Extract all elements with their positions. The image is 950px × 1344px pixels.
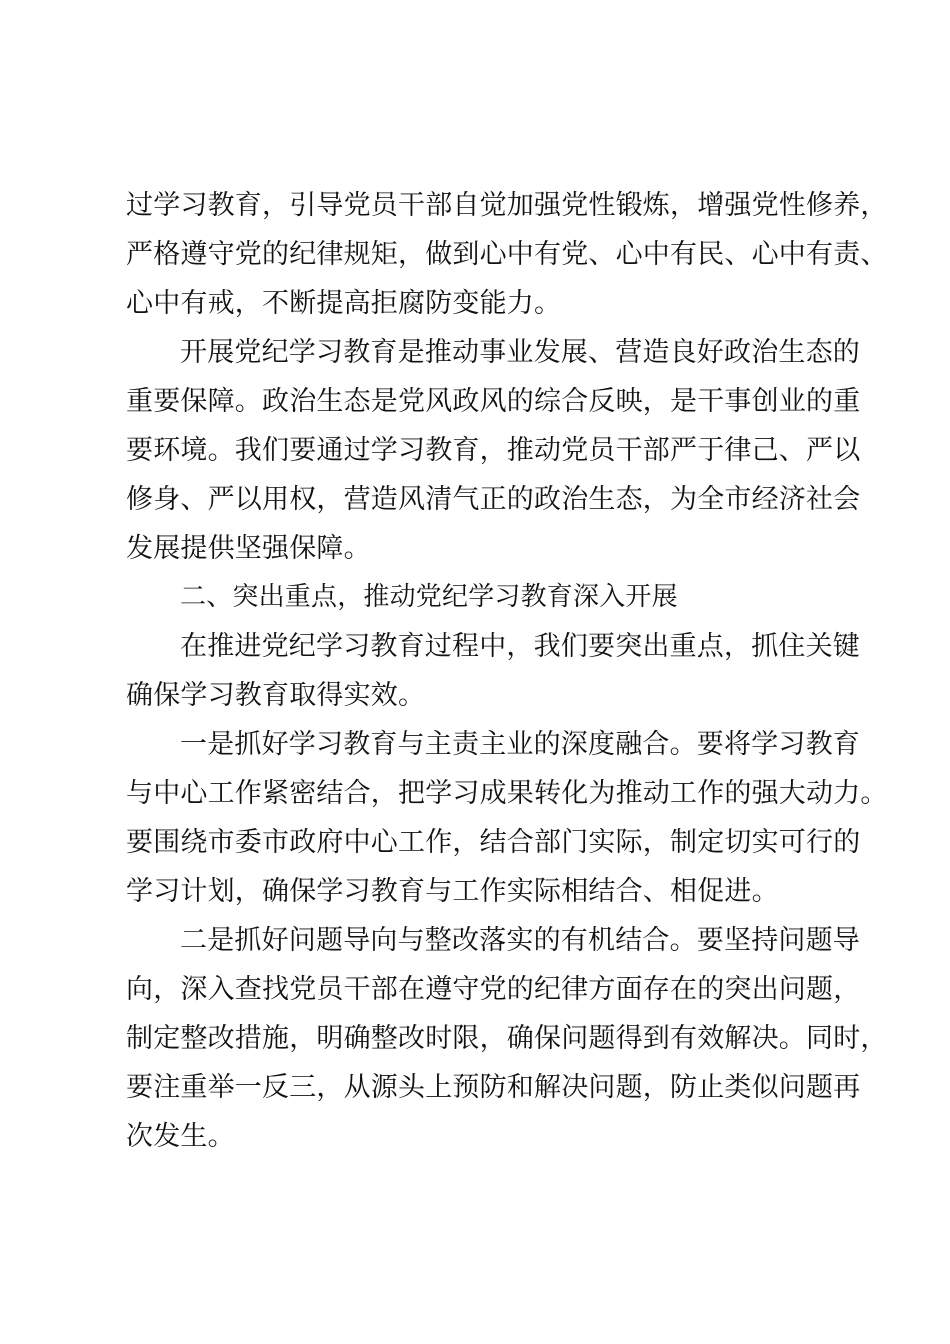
- paragraph-intro: [126, 622, 861, 720]
- text-line: 过学习教育，引导党员干部自觉加强党性锻炼，增强党性修养，: [126, 190, 888, 221]
- text-line: 心中有戒，不断提高拒腐防变能力。: [126, 288, 562, 319]
- paragraph-continuation: [126, 181, 888, 328]
- text-line: 严格遵守党的纪律规矩，做到心中有党、心中有民、心中有责、: [126, 239, 888, 270]
- text-line: 向，深入查找党员干部在遵守党的纪律方面存在的突出问题，: [126, 974, 861, 1005]
- text-line: 要注重举一反三，从源头上预防和解决问题，防止类似问题再: [126, 1072, 861, 1103]
- paragraph-point-one: [126, 720, 888, 916]
- text-line: 一是抓好学习教育与主责主业的深度融合。要将学习教育: [180, 729, 860, 760]
- text-line: 开展党纪学习教育是推动事业发展、营造良好政治生态的: [180, 337, 860, 368]
- text-line: 学习计划，确保学习教育与工作实际相结合、相促进。: [126, 876, 779, 907]
- section-heading-text: 二、突出重点，推动党纪学习教育深入开展: [180, 582, 678, 612]
- text-line: 要环境。我们要通过学习教育，推动党员干部严于律己、严以: [126, 435, 861, 466]
- text-line: 重要保障。政治生态是党风政风的综合反映，是干事创业的重: [126, 386, 861, 417]
- section-heading: [126, 573, 861, 622]
- text-line: 发展提供坚强保障。: [126, 533, 371, 564]
- paragraph-political-ecology: [126, 328, 861, 573]
- paragraph-point-two: [126, 916, 888, 1161]
- text-line: 与中心工作紧密结合，把学习成果转化为推动工作的强大动力。: [126, 778, 888, 809]
- text-line: 修身、严以用权，营造风清气正的政治生态，为全市经济社会: [126, 484, 861, 515]
- text-line: 要围绕市委市政府中心工作，结合部门实际，制定切实可行的: [126, 827, 861, 858]
- text-line: 在推进党纪学习教育过程中，我们要突出重点，抓住关键: [180, 631, 860, 662]
- text-line: 制定整改措施，明确整改时限，确保问题得到有效解决。同时，: [126, 1023, 888, 1054]
- text-line: 二是抓好问题导向与整改落实的有机结合。要坚持问题导: [180, 925, 860, 956]
- document-body: [126, 181, 888, 1161]
- text-line: 次发生。: [126, 1121, 235, 1152]
- text-line: 确保学习教育取得实效。: [126, 680, 426, 711]
